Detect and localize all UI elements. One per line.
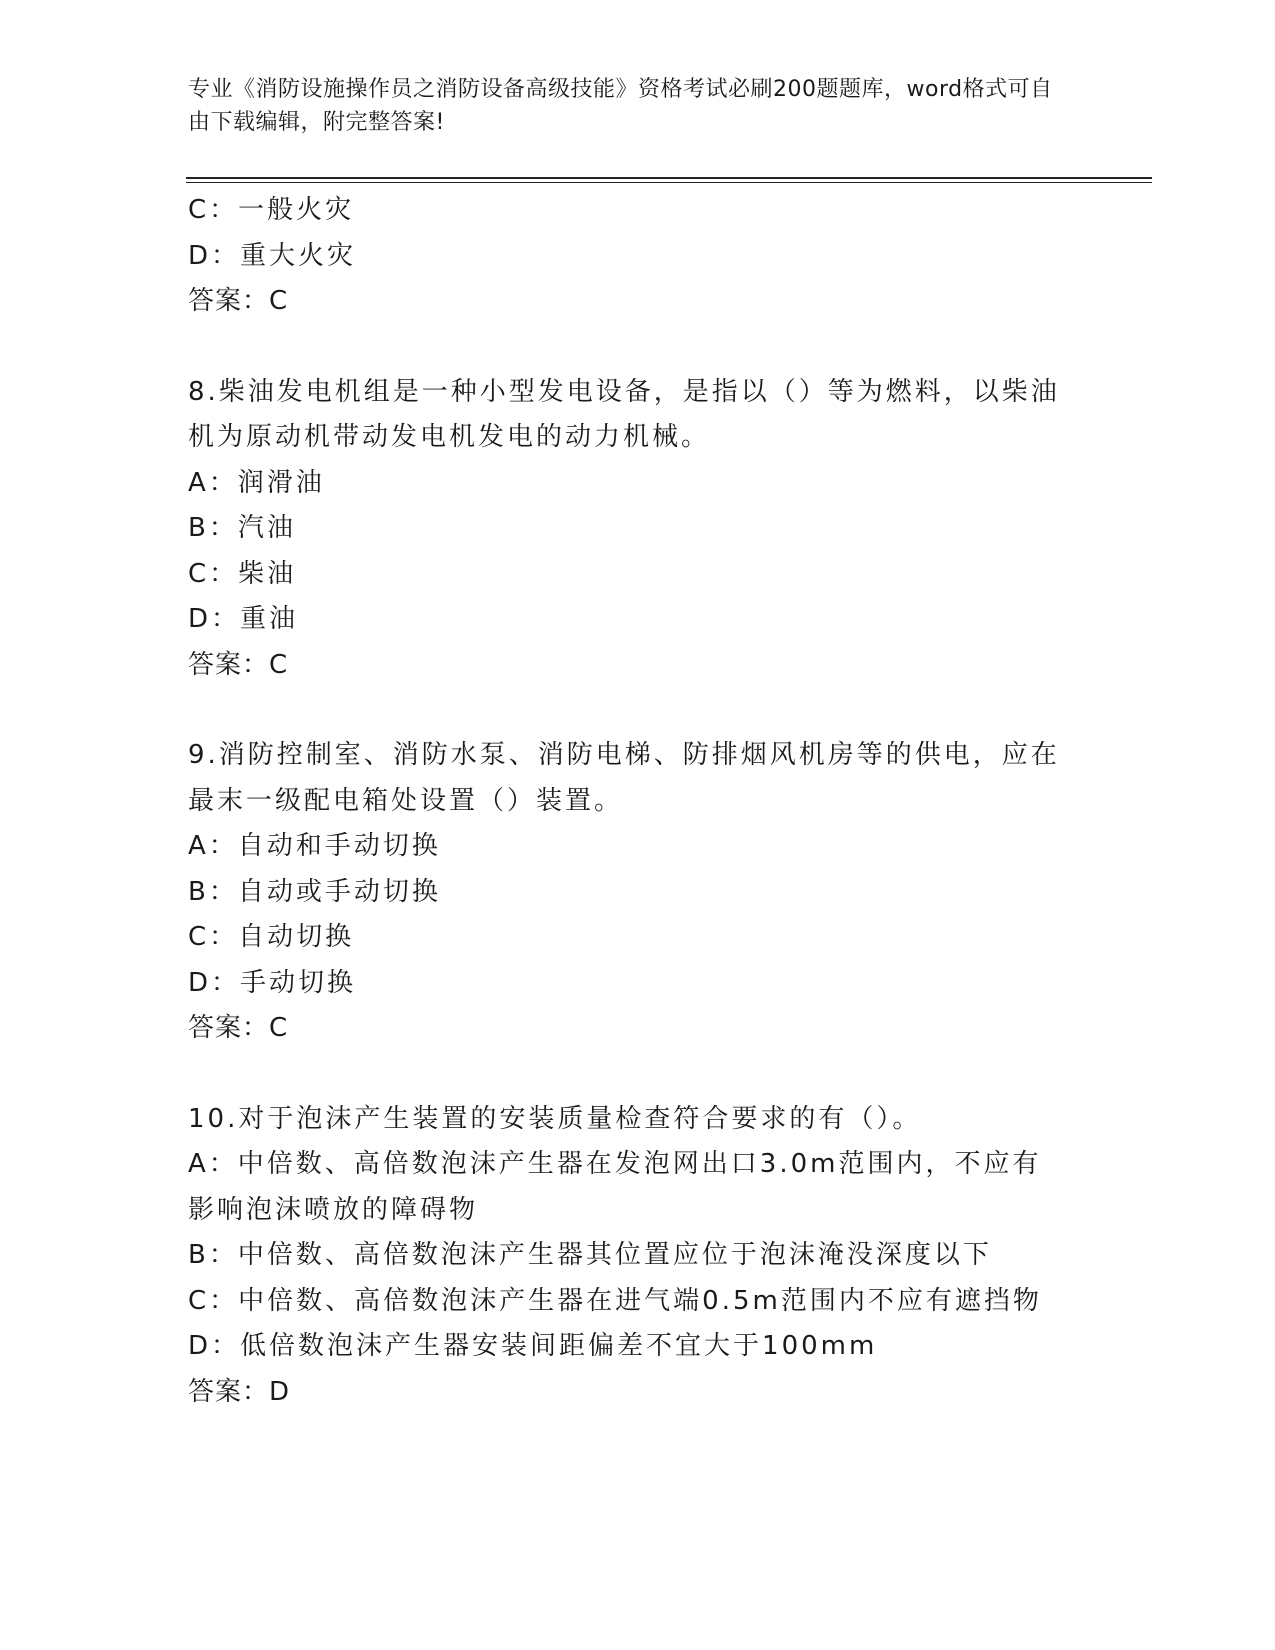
answer: 答案：C	[188, 1013, 289, 1043]
question-stem: 8.柴油发电机组是一种小型发电设备，是指以（）等为燃料，以柴油机为原动机带动发电机发电的动力机械。	[188, 376, 1060, 452]
question-stem: 9.消防控制室、消防水泵、消防电梯、防排烟风机房等的供电，应在最末一级配电箱处设置（）装置。	[188, 740, 1060, 816]
question-8	[188, 370, 1068, 689]
option-c: C：一般火灾	[188, 195, 355, 225]
option-c: C：中倍数、高倍数泡沫产生器在进气端0.5m范围内不应有遮挡物	[188, 1285, 1042, 1316]
option-d: D：重油	[188, 604, 299, 634]
option-a: A：中倍数、高倍数泡沫产生器在发泡网出口3.0m范围内，不应有影响泡沫喷放的障碍物	[188, 1149, 1042, 1225]
spacer	[188, 325, 1068, 370]
answer: 答案：C	[188, 649, 289, 680]
option-a: A：自动和手动切换	[188, 831, 441, 861]
document-body	[188, 188, 1068, 1415]
question-stem: 10.对于泡沫产生装置的安装质量检查符合要求的有（）。	[188, 1103, 922, 1134]
answer: 答案：C	[188, 286, 289, 316]
option-d: D：手动切换	[188, 967, 357, 998]
spacer	[188, 1052, 1068, 1097]
question-10	[188, 1097, 1068, 1416]
answer: 答案：D	[188, 1376, 291, 1407]
option-d: D：重大火灾	[188, 240, 357, 271]
option-b: B：自动或手动切换	[188, 876, 441, 907]
question-9	[188, 733, 1068, 1052]
option-a: A：润滑油	[188, 467, 325, 498]
document-header: 专业《消防设施操作员之消防设备高级技能》资格考试必刷200题题库，word格式可自由下载编辑，附完整答案!	[188, 77, 1053, 135]
option-d: D：低倍数泡沫产生器安装间距偏差不宜大于100mm	[188, 1331, 878, 1361]
option-c: C：柴油	[188, 558, 297, 589]
option-c: C：自动切换	[188, 922, 355, 952]
option-b: B：中倍数、高倍数泡沫产生器其位置应位于泡沫淹没深度以下	[188, 1240, 992, 1270]
spacer	[188, 688, 1068, 733]
header-divider	[186, 177, 1152, 183]
option-b: B：汽油	[188, 513, 296, 543]
